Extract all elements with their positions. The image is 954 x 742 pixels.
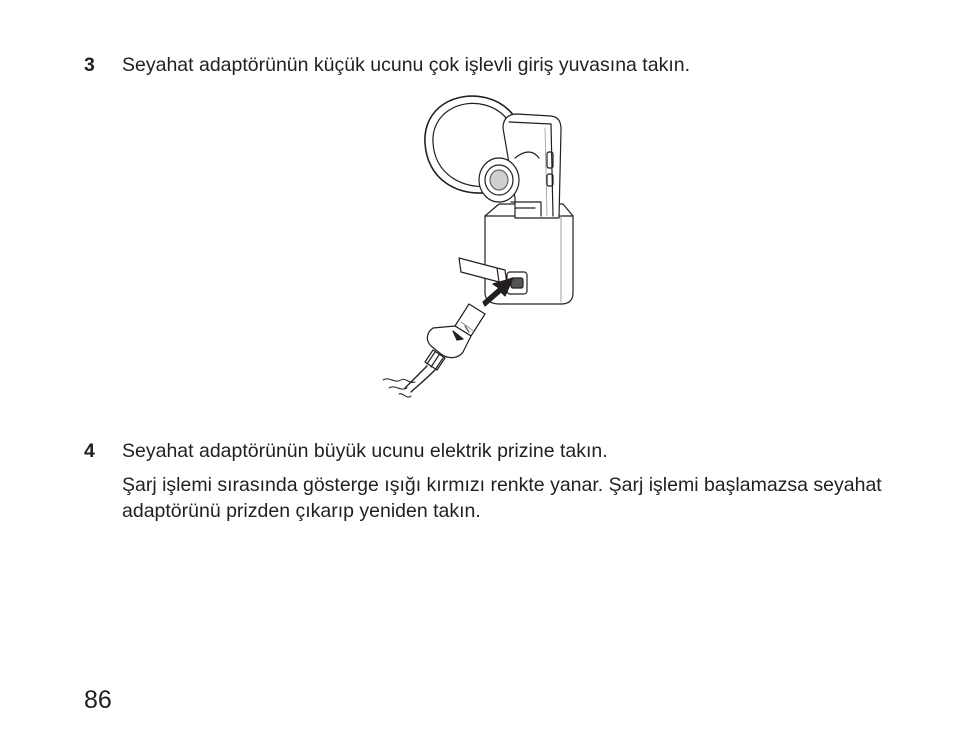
headset-charging-illustration bbox=[375, 88, 595, 408]
cable bbox=[405, 366, 427, 388]
step-text: Seyahat adaptörünün büyük ucunu elektrik prizine takın. bbox=[122, 440, 608, 462]
step-4-note: Şarj işlemi sırasında gösterge ışığı kırmızı renkte yanar. Şarj işlemi başlamazsa seyahat adaptörünü prizden çıkarıp yeniden takın. bbox=[122, 474, 882, 522]
page-number: 86 bbox=[84, 686, 112, 714]
step-number: 3 bbox=[84, 54, 95, 76]
step-number: 4 bbox=[84, 440, 95, 462]
step-text: Seyahat adaptörünün küçük ucunu çok işlevli giriş yuvasına takın. bbox=[122, 54, 690, 76]
